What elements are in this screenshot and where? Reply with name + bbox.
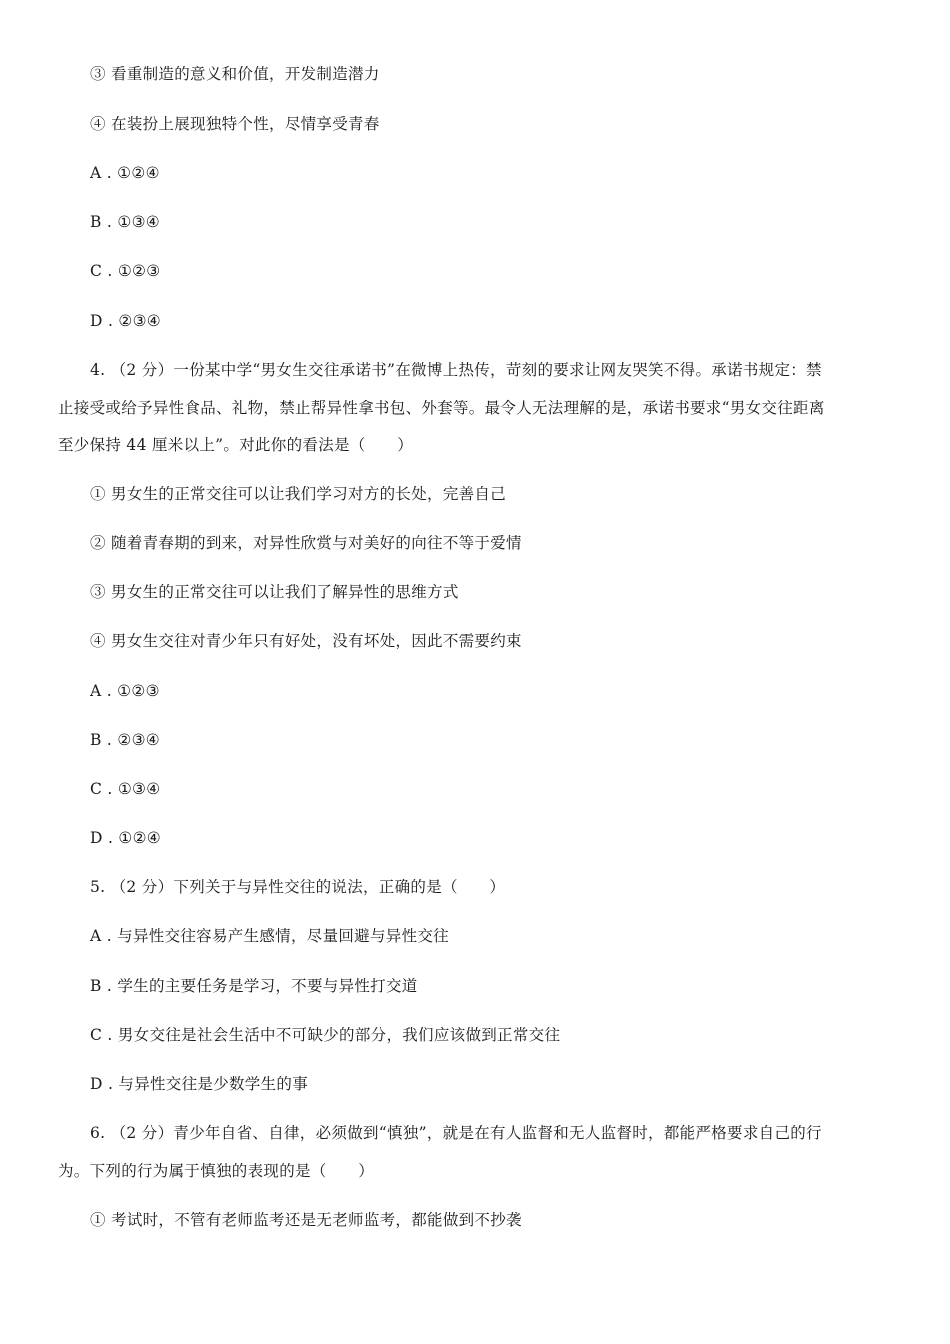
q3-option-c: C . ①②③ xyxy=(90,262,161,280)
q4-item-3: ③ 男女生的正常交往可以让我们了解异性的思维方式 xyxy=(90,583,459,601)
q4-option-c: C . ①③④ xyxy=(90,780,161,798)
q3-item-4: ④ 在装扮上展现独特个性，尽情享受青春 xyxy=(90,115,380,133)
q4-option-b: B . ②③④ xyxy=(90,731,160,749)
q4-option-d: D . ①②④ xyxy=(90,829,161,847)
q4-item-4: ④ 男女生交往对青少年只有好处，没有坏处，因此不需要约束 xyxy=(90,632,522,650)
q4-option-a: A . ①②③ xyxy=(90,682,160,700)
q5-option-b: B . 学生的主要任务是学习，不要与异性打交道 xyxy=(90,977,418,995)
q3-option-b: B . ①③④ xyxy=(90,213,160,231)
q3-item-3: ③ 看重制造的意义和价值，开发制造潜力 xyxy=(90,65,380,83)
q5-option-c: C . 男女交往是社会生活中不可缺少的部分，我们应该做到正常交往 xyxy=(90,1026,561,1044)
q5-stem: 5. （2 分）下列关于与异性交往的说法，正确的是（ ） xyxy=(90,878,506,896)
q5-option-a: A . 与异性交往容易产生感情，尽量回避与异性交往 xyxy=(90,927,449,945)
q4-item-1: ① 男女生的正常交往可以让我们学习对方的长处，完善自己 xyxy=(90,485,507,503)
q5-option-d: D . 与异性交往是少数学生的事 xyxy=(90,1075,309,1093)
q6-stem-line-1: 6. （2 分）青少年自省、自律，必须做到“慎独”，就是在有人监督和无人监督时，都能严格要求自己的行 xyxy=(90,1124,822,1142)
q6-item-1: ① 考试时，不管有老师监考还是无老师监考，都能做到不抄袭 xyxy=(90,1211,522,1229)
q4-stem-line-3: 至少保持 44 厘米以上”。对此你的看法是（ ） xyxy=(58,436,414,454)
q4-stem-line-2: 止接受或给予异性食品、礼物，禁止帮异性拿书包、外套等。最令人无法理解的是，承诺书要求“男女交往距离 xyxy=(58,399,825,417)
q3-option-d: D . ②③④ xyxy=(90,312,161,330)
q4-item-2: ② 随着青春期的到来，对异性欣赏与对美好的向往不等于爱情 xyxy=(90,534,522,552)
q4-stem-line-1: 4. （2 分）一份某中学“男女生交往承诺书”在微博上热传，苛刻的要求让网友哭笑不得。承诺书规定：禁 xyxy=(90,361,822,379)
q6-stem-line-2: 为。下列的行为属于慎独的表现的是（ ） xyxy=(58,1162,375,1180)
q3-option-a: A . ①②④ xyxy=(90,164,160,182)
